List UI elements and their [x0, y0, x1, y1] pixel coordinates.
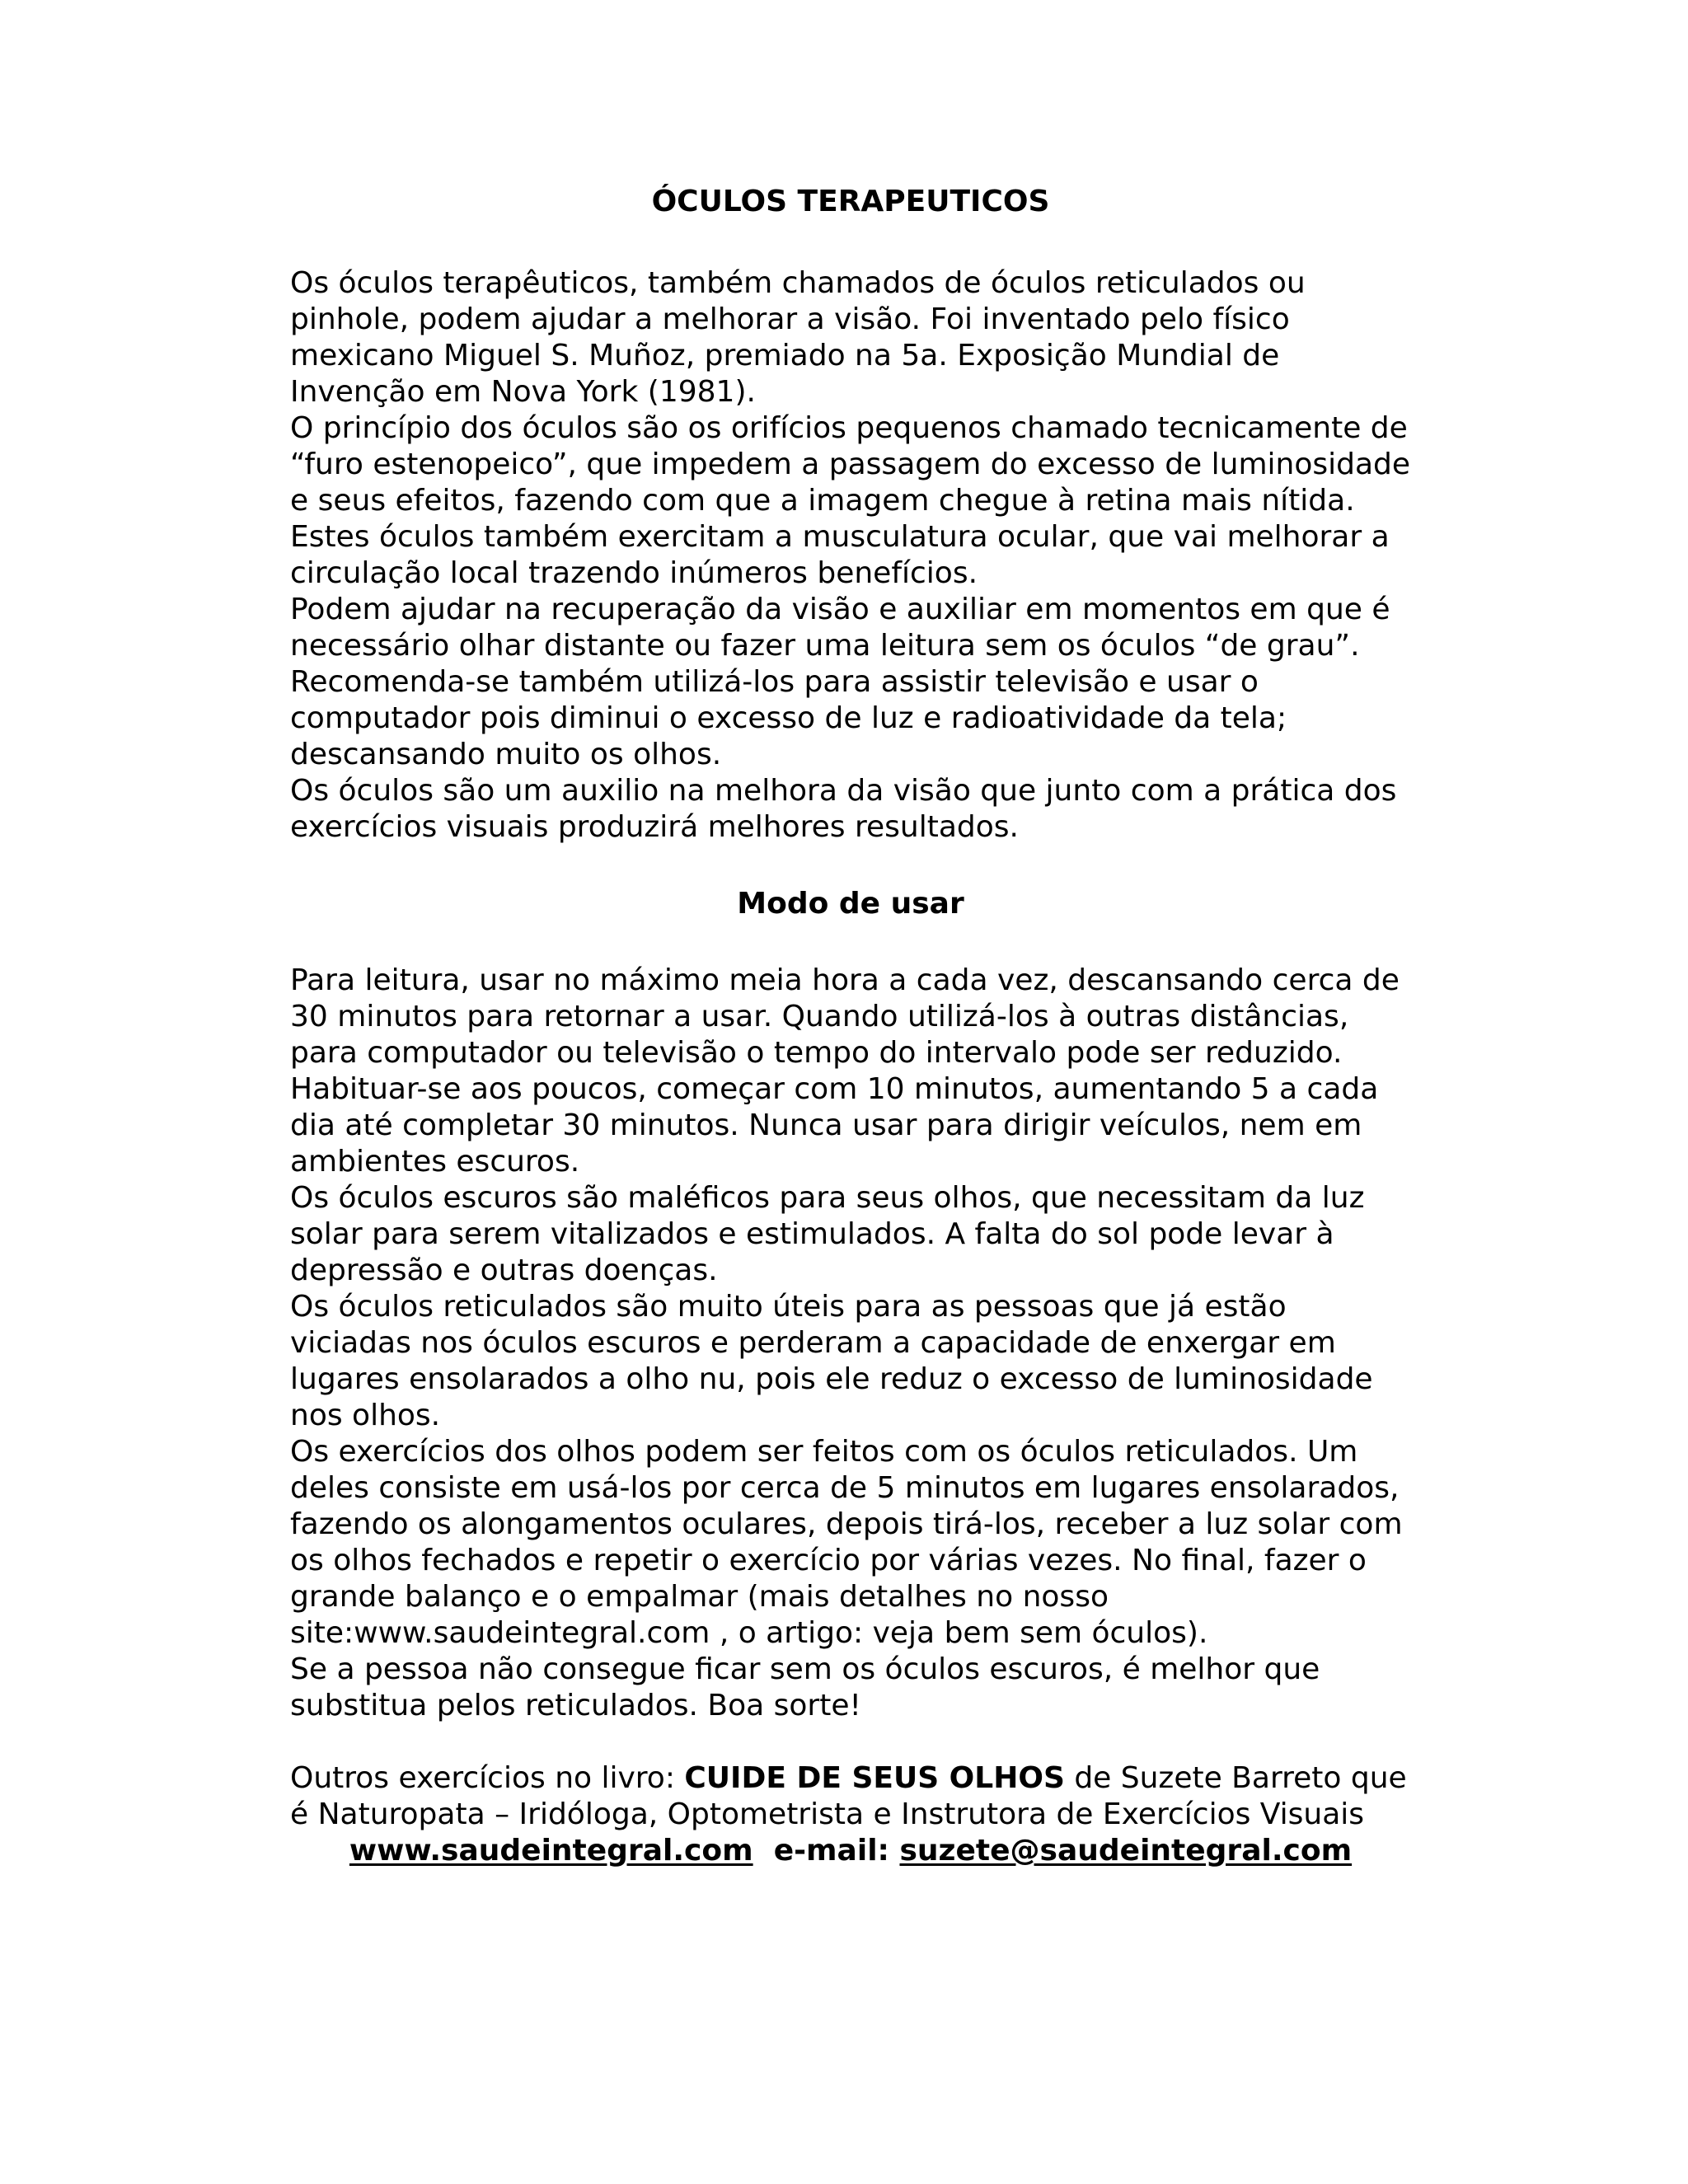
usage-paragraph-5: Os exercícios dos olhos podem ser feitos com os óculos reticulados. Um deles consiste em usá-los por cerca de 5 minutos em lugares ensolarados, fazendo os alongamentos oculares, depois tirá-los, receber a luz solar com os olhos fechados e repetir o exercício por várias vezes. No final, fazer o grande balanço e o empalmar (mais detalhes no nosso site:www.saudeintegral.com , o artigo: veja bem sem óculos). [290, 1435, 1403, 1650]
document-title: ÓCULOS TERAPEUTICOS [651, 185, 1050, 218]
book-title: CUIDE DE SEUS OLHOS [684, 1761, 1065, 1795]
intro-paragraph-1: Os óculos terapêuticos, também chamados de óculos reticulados ou pinhole, podem ajudar a melhorar a visão. Foi inventado pelo físico mexicano Miguel S. Muñoz, premiado na 5a. Exposição Mundial de Invenção em Nova York (1981). [290, 266, 1306, 409]
usage-paragraph-6: Se a pessoa não consegue ficar sem os óculos escuros, é melhor que substitua pelos reticulados. Boa sorte! [290, 1652, 1320, 1722]
footer-book-credit [290, 1760, 1411, 1833]
contact-links [290, 1833, 1411, 1869]
intro-paragraph-5: Recomenda-se também utilizá-los para assistir televisão e usar o computador pois diminui o excesso de luz e radioatividade da tela; descansando muito os olhos. [290, 665, 1287, 771]
footer-prefix: Outros exercícios no livro: [290, 1761, 685, 1795]
website-link[interactable]: www.saudeintegral.com [349, 1834, 753, 1868]
intro-paragraph-3: Estes óculos também exercitam a musculatura ocular, que vai melhorar a circulação local trazendo inúmeros benefícios. [290, 520, 1390, 590]
usage-paragraph-4: Os óculos reticulados são muito úteis para as pessoas que já estão viciadas nos óculos escuros e perderam a capacidade de enxergar em lugares ensolarados a olho nu, pois ele reduz o excesso de luminosidade nos olhos. [290, 1290, 1373, 1432]
intro-paragraph-4: Podem ajudar na recuperação da visão e auxiliar em momentos em que é necessário olhar distante ou fazer uma leitura sem os óculos “de grau”. [290, 593, 1390, 663]
document-page [290, 180, 1411, 1869]
usage-paragraph-3: Os óculos escuros são maléficos para seus olhos, que necessitam da luz solar para serem vitalizados e estimulados. A falta do sol pode levar à depressão e outras doenças. [290, 1181, 1365, 1287]
usage-paragraph-2: Habituar-se aos poucos, começar com 10 minutos, aumentando 5 a cada dia até completar 30 minutos. Nunca usar para dirigir veículos, nem em ambientes escuros. [290, 1072, 1379, 1179]
section-heading-modo-de-usar: Modo de usar [737, 887, 964, 921]
footer-suffix: de Suzete Barreto que é Naturopata – Iridóloga, Optometrista e Instrutora de Exercícios Visuais [290, 1761, 1407, 1831]
email-label: e-mail: [773, 1834, 889, 1868]
footer-spacer [290, 1724, 1411, 1760]
usage-paragraph-1: Para leitura, usar no máximo meia hora a cada vez, descansando cerca de 30 minutos para retornar a usar. Quando utilizá-los à outras distâncias, para computador ou televisão o tempo do intervalo pode ser reduzido. [290, 963, 1400, 1070]
intro-paragraph-6: Os óculos são um auxilio na melhora da visão que junto com a prática dos exercícios visuais produzirá melhores resultados. [290, 774, 1397, 844]
email-link[interactable]: suzete@saudeintegral.com [899, 1834, 1353, 1868]
intro-paragraph-2: O princípio dos óculos são os orifícios pequenos chamado tecnicamente de “furo estenopeico”, que impedem a passagem do excesso de luminosidade e seus efeitos, fazendo com que a imagem chegue à retina mais nítida. [290, 411, 1411, 518]
